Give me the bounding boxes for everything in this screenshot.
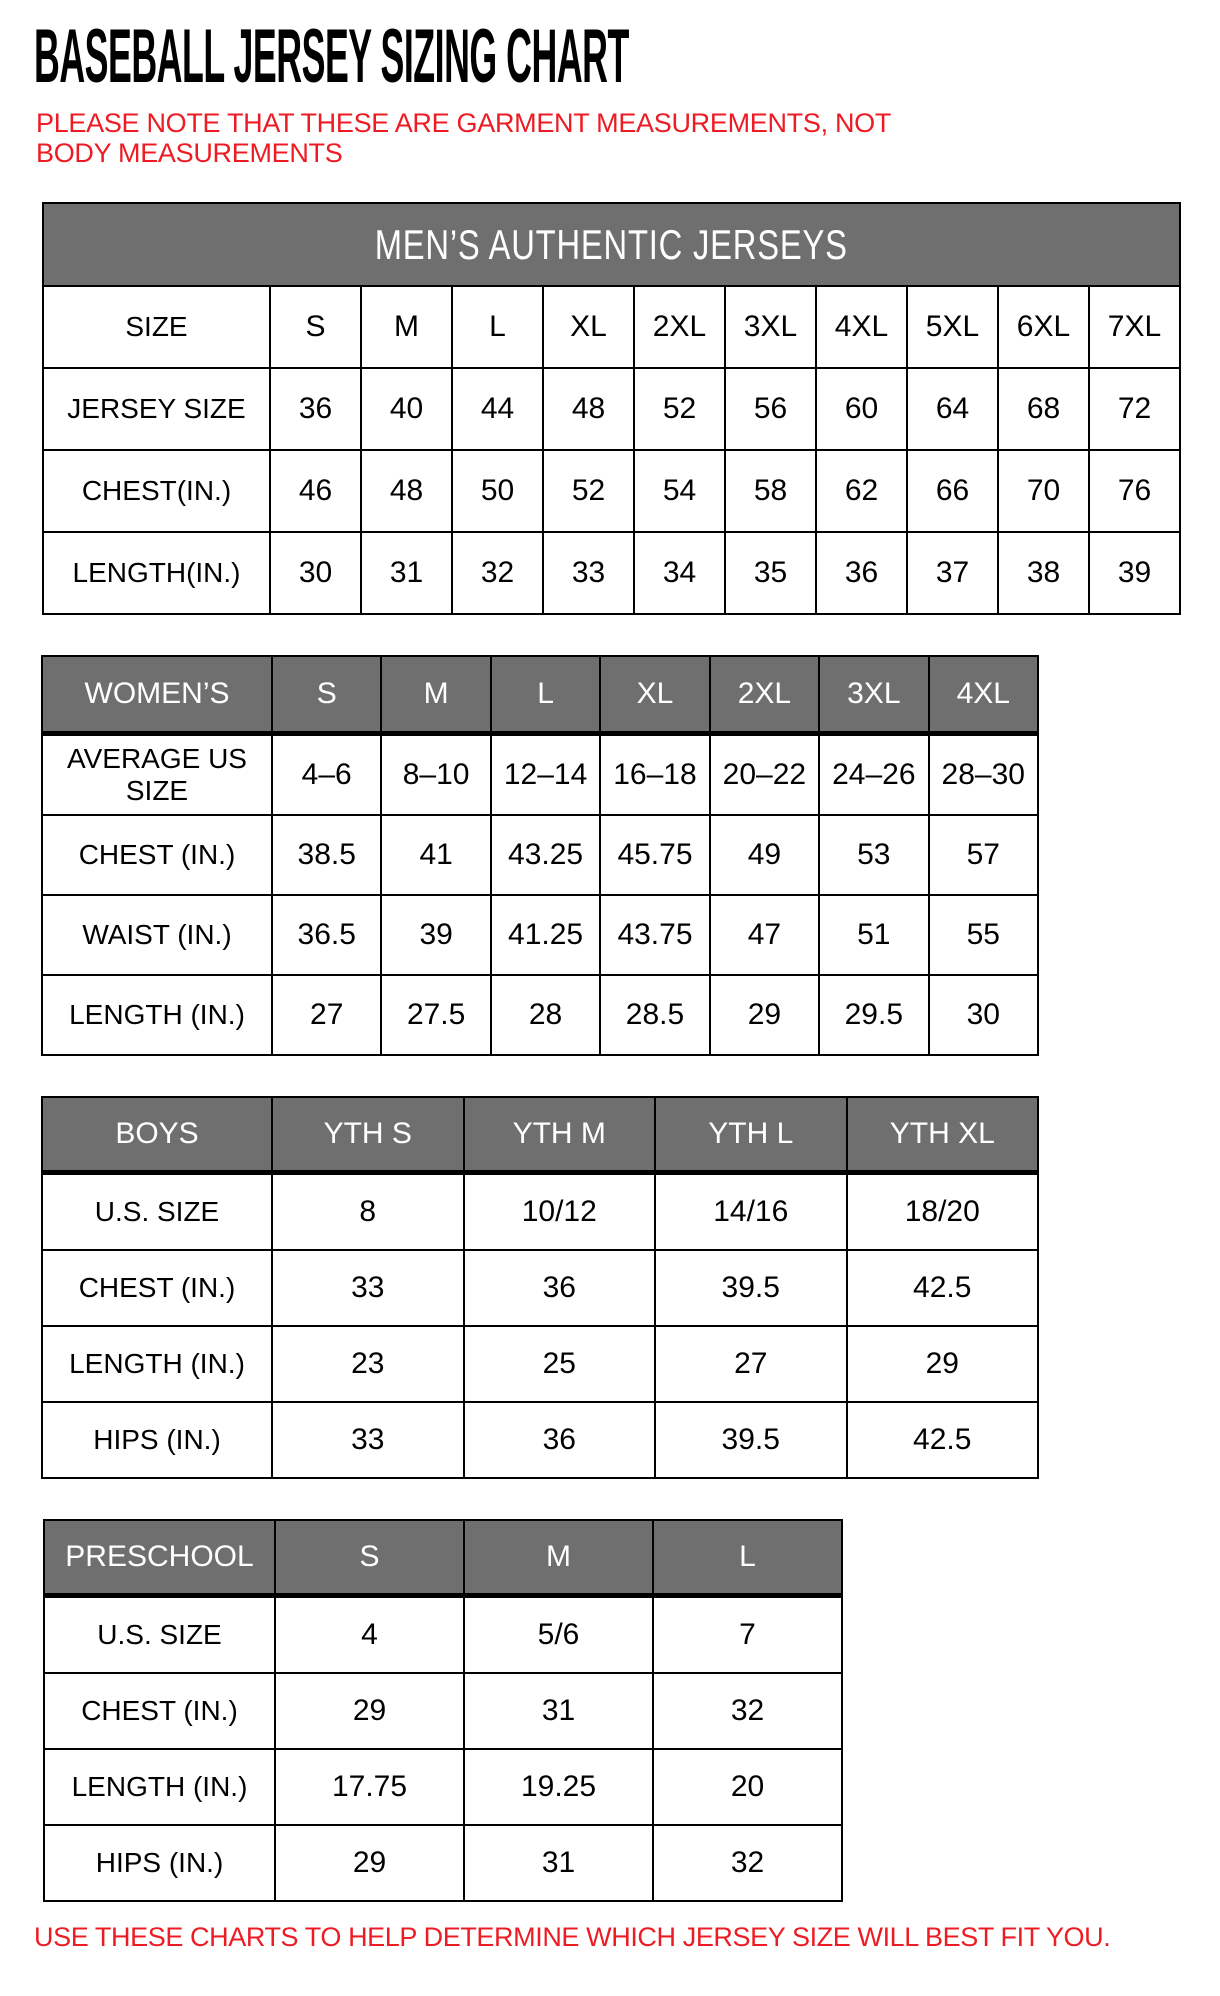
- footer-note: USE THESE CHARTS TO HELP DETERMINE WHICH JERSEY SIZE WILL BEST FIT YOU.: [34, 1922, 1111, 1952]
- preschool-header-row: [44, 1520, 842, 1596]
- womens-value-cell: 36.5: [272, 895, 381, 975]
- garment-measurements-note: PLEASE NOTE THAT THESE ARE GARMENT MEASUREMENTS, NOT BODY MEASUREMENTS: [36, 108, 891, 168]
- mens-value-cell: 72: [1089, 368, 1180, 450]
- preschool-value-cell: 31: [464, 1673, 653, 1749]
- womens-value-cell: 28.5: [600, 975, 709, 1055]
- boys-value-cell: 39.5: [655, 1250, 847, 1326]
- boys-value-cell: 42.5: [847, 1402, 1039, 1478]
- mens-table-row: [43, 450, 1180, 532]
- mens-value-cell: 31: [361, 532, 452, 614]
- mens-value-cell: XL: [543, 286, 634, 368]
- boys-value-cell: 42.5: [847, 1250, 1039, 1326]
- womens-row-label: CHEST (IN.): [42, 815, 272, 895]
- womens-value-cell: 53: [819, 815, 928, 895]
- womens-value-cell: 27.5: [381, 975, 490, 1055]
- womens-value-cell: 27: [272, 975, 381, 1055]
- mens-value-cell: 34: [634, 532, 725, 614]
- boys-value-cell: 33: [272, 1250, 464, 1326]
- mens-row-label: LENGTH(IN.): [43, 532, 270, 614]
- womens-value-cell: 24–26: [819, 734, 928, 816]
- mens-value-cell: 36: [270, 368, 361, 450]
- womens-value-cell: 47: [710, 895, 819, 975]
- sizing-tables-container: [0, 202, 1220, 1902]
- preschool-column-header: M: [464, 1520, 653, 1596]
- mens-value-cell: 38: [998, 532, 1089, 614]
- mens-value-cell: 40: [361, 368, 452, 450]
- mens-row-label: SIZE: [43, 286, 270, 368]
- mens-value-cell: 52: [543, 450, 634, 532]
- mens-row-label: CHEST(IN.): [43, 450, 270, 532]
- preschool-row-label: CHEST (IN.): [44, 1673, 275, 1749]
- womens-value-cell: 55: [929, 895, 1038, 975]
- womens-value-cell: 49: [710, 815, 819, 895]
- womens-row-label: LENGTH (IN.): [42, 975, 272, 1055]
- boys-value-cell: 8: [272, 1173, 464, 1251]
- mens-value-cell: 48: [361, 450, 452, 532]
- mens-value-cell: 68: [998, 368, 1089, 450]
- preschool-column-header: L: [653, 1520, 842, 1596]
- mens-table-row: [43, 368, 1180, 450]
- womens-column-header: 4XL: [929, 656, 1038, 734]
- preschool-column-header: S: [275, 1520, 464, 1596]
- boys-column-header: YTH S: [272, 1097, 464, 1173]
- preschool-value-cell: 29: [275, 1825, 464, 1901]
- womens-column-header: S: [272, 656, 381, 734]
- boys-row-label: CHEST (IN.): [42, 1250, 272, 1326]
- mens-value-cell: 60: [816, 368, 907, 450]
- mens-value-cell: 39: [1089, 532, 1180, 614]
- mens-value-cell: 32: [452, 532, 543, 614]
- mens-value-cell: M: [361, 286, 452, 368]
- womens-value-cell: 51: [819, 895, 928, 975]
- boys-sizing-table: [41, 1096, 1039, 1479]
- mens-value-cell: 58: [725, 450, 816, 532]
- womens-table-row: [42, 895, 1038, 975]
- womens-value-cell: 43.25: [491, 815, 600, 895]
- boys-value-cell: 36: [464, 1402, 656, 1478]
- mens-value-cell: 33: [543, 532, 634, 614]
- womens-column-header: M: [381, 656, 490, 734]
- womens-value-cell: 28–30: [929, 734, 1038, 816]
- womens-value-cell: 41: [381, 815, 490, 895]
- boys-table-row: [42, 1326, 1038, 1402]
- womens-table-row: [42, 975, 1038, 1055]
- preschool-value-cell: 31: [464, 1825, 653, 1901]
- womens-value-cell: 8–10: [381, 734, 490, 816]
- boys-column-header: YTH XL: [847, 1097, 1039, 1173]
- womens-row-label: AVERAGE US SIZE: [42, 734, 272, 816]
- mens-value-cell: 54: [634, 450, 725, 532]
- preschool-value-cell: 17.75: [275, 1749, 464, 1825]
- womens-value-cell: 16–18: [600, 734, 709, 816]
- womens-value-cell: 38.5: [272, 815, 381, 895]
- mens-value-cell: L: [452, 286, 543, 368]
- womens-value-cell: 29: [710, 975, 819, 1055]
- womens-value-cell: 41.25: [491, 895, 600, 975]
- preschool-sizing-table: [43, 1519, 843, 1902]
- preschool-value-cell: 32: [653, 1825, 842, 1901]
- womens-table-row: [42, 734, 1038, 816]
- mens-value-cell: S: [270, 286, 361, 368]
- preschool-row-label: U.S. SIZE: [44, 1596, 275, 1674]
- boys-header-row: [42, 1097, 1038, 1173]
- womens-value-cell: 43.75: [600, 895, 709, 975]
- boys-row-label: HIPS (IN.): [42, 1402, 272, 1478]
- womens-value-cell: 29.5: [819, 975, 928, 1055]
- mens-row-label: JERSEY SIZE: [43, 368, 270, 450]
- mens-value-cell: 48: [543, 368, 634, 450]
- mens-value-cell: 4XL: [816, 286, 907, 368]
- mens-table-caption-text: MEN’S AUTHENTIC JERSEYS: [374, 220, 849, 268]
- boys-value-cell: 18/20: [847, 1173, 1039, 1251]
- womens-table-row: [42, 815, 1038, 895]
- mens-value-cell: 56: [725, 368, 816, 450]
- mens-value-cell: 44: [452, 368, 543, 450]
- mens-value-cell: 66: [907, 450, 998, 532]
- womens-value-cell: 28: [491, 975, 600, 1055]
- boys-value-cell: 39.5: [655, 1402, 847, 1478]
- preschool-value-cell: 4: [275, 1596, 464, 1674]
- womens-value-cell: 57: [929, 815, 1038, 895]
- boys-value-cell: 33: [272, 1402, 464, 1478]
- page-title: [34, 14, 1220, 99]
- preschool-table-row: [44, 1749, 842, 1825]
- mens-table-caption: [43, 203, 1180, 286]
- preschool-table-row: [44, 1673, 842, 1749]
- womens-column-header: 2XL: [710, 656, 819, 734]
- boys-header-label: BOYS: [42, 1097, 272, 1173]
- womens-row-label: WAIST (IN.): [42, 895, 272, 975]
- boys-value-cell: 25: [464, 1326, 656, 1402]
- mens-value-cell: 62: [816, 450, 907, 532]
- mens-value-cell: 64: [907, 368, 998, 450]
- mens-table-row: [43, 532, 1180, 614]
- boys-value-cell: 10/12: [464, 1173, 656, 1251]
- boys-row-label: U.S. SIZE: [42, 1173, 272, 1251]
- page-title-text: BASEBALL JERSEY SIZING CHART: [34, 14, 629, 99]
- mens-value-cell: 46: [270, 450, 361, 532]
- mens-value-cell: 7XL: [1089, 286, 1180, 368]
- womens-value-cell: 39: [381, 895, 490, 975]
- mens-value-cell: 30: [270, 532, 361, 614]
- boys-column-header: YTH M: [464, 1097, 656, 1173]
- womens-header-row: [42, 656, 1038, 734]
- boys-value-cell: 14/16: [655, 1173, 847, 1251]
- mens-value-cell: 3XL: [725, 286, 816, 368]
- womens-sizing-table: [41, 655, 1039, 1056]
- preschool-value-cell: 19.25: [464, 1749, 653, 1825]
- preschool-table-row: [44, 1596, 842, 1674]
- preschool-value-cell: 32: [653, 1673, 842, 1749]
- mens-sizing-table: [42, 202, 1181, 615]
- womens-column-header: 3XL: [819, 656, 928, 734]
- preschool-row-label: HIPS (IN.): [44, 1825, 275, 1901]
- preschool-value-cell: 29: [275, 1673, 464, 1749]
- womens-column-header: XL: [600, 656, 709, 734]
- mens-value-cell: 50: [452, 450, 543, 532]
- preschool-value-cell: 7: [653, 1596, 842, 1674]
- womens-header-label: WOMEN’S: [42, 656, 272, 734]
- womens-value-cell: 20–22: [710, 734, 819, 816]
- mens-value-cell: 52: [634, 368, 725, 450]
- preschool-value-cell: 5/6: [464, 1596, 653, 1674]
- boys-value-cell: 36: [464, 1250, 656, 1326]
- womens-value-cell: 4–6: [272, 734, 381, 816]
- preschool-row-label: LENGTH (IN.): [44, 1749, 275, 1825]
- preschool-table-row: [44, 1825, 842, 1901]
- boys-table-row: [42, 1402, 1038, 1478]
- mens-value-cell: 76: [1089, 450, 1180, 532]
- mens-table-row: [43, 286, 1180, 368]
- boys-table-row: [42, 1250, 1038, 1326]
- boys-value-cell: 27: [655, 1326, 847, 1402]
- mens-value-cell: 35: [725, 532, 816, 614]
- womens-value-cell: 30: [929, 975, 1038, 1055]
- boys-column-header: YTH L: [655, 1097, 847, 1173]
- mens-value-cell: 2XL: [634, 286, 725, 368]
- boys-value-cell: 23: [272, 1326, 464, 1402]
- womens-column-header: L: [491, 656, 600, 734]
- mens-value-cell: 36: [816, 532, 907, 614]
- mens-value-cell: 5XL: [907, 286, 998, 368]
- boys-table-row: [42, 1173, 1038, 1251]
- preschool-value-cell: 20: [653, 1749, 842, 1825]
- womens-value-cell: 45.75: [600, 815, 709, 895]
- boys-row-label: LENGTH (IN.): [42, 1326, 272, 1402]
- boys-value-cell: 29: [847, 1326, 1039, 1402]
- preschool-header-label: PRESCHOOL: [44, 1520, 275, 1596]
- mens-value-cell: 6XL: [998, 286, 1089, 368]
- womens-value-cell: 12–14: [491, 734, 600, 816]
- mens-value-cell: 37: [907, 532, 998, 614]
- mens-value-cell: 70: [998, 450, 1089, 532]
